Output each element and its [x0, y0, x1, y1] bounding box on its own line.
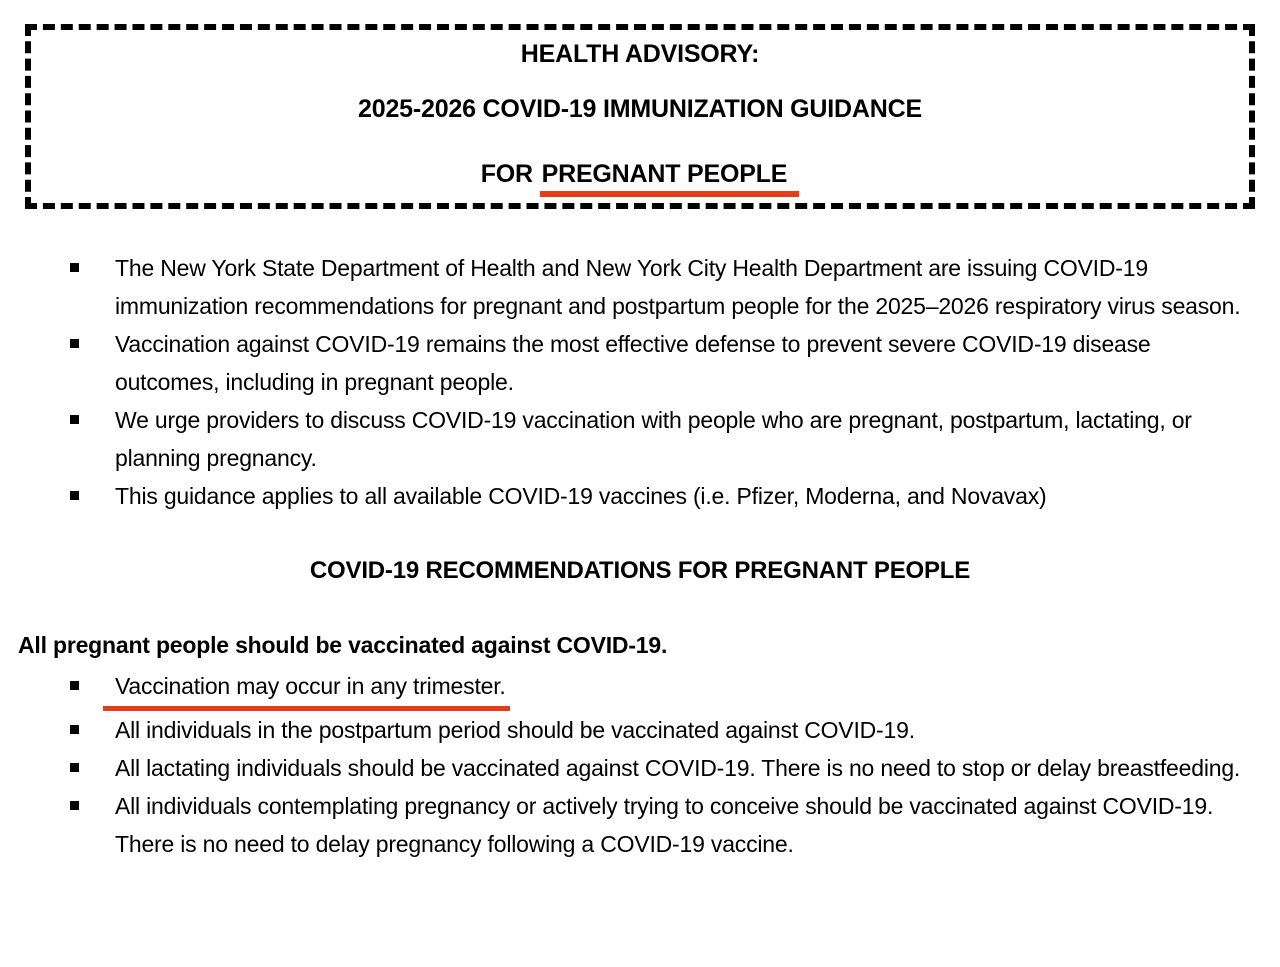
bullet-text: Vaccination against COVID-19 remains the most effective defense to prevent severe COVID-19 disease outcomes, including in pregnant people. [115, 331, 1151, 395]
bullet-text: All lactating individuals should be vaccinated against COVID-19. There is no need to stop or delay breastfeeding. [115, 755, 1241, 781]
bullet-text: We urge providers to discuss COVID-19 vaccination with people who are pregnant, postpartum, lactating, or planning pregnancy. [115, 407, 1192, 471]
recommendations-lead: All pregnant people should be vaccinated against COVID-19. [18, 632, 668, 658]
intro-bullet-list [0, 249, 1280, 515]
square-bullet-icon [70, 763, 79, 772]
recommendations-bullet-list [0, 667, 1280, 863]
advisory-audience-line [41, 160, 1239, 189]
list-item [70, 787, 1260, 863]
advisory-audience-underlined: PREGNANT PEOPLE [540, 160, 800, 197]
square-bullet-icon [70, 491, 79, 500]
list-item [70, 477, 1260, 515]
advisory-header-box [25, 24, 1255, 209]
advisory-title: HEALTH ADVISORY: [520, 40, 760, 68]
bullet-text: Vaccination may occur in any trimester. [103, 667, 510, 711]
square-bullet-icon [70, 681, 79, 690]
list-item [70, 401, 1260, 477]
advisory-subtitle: 2025-2026 COVID-19 IMMUNIZATION GUIDANCE [358, 95, 922, 123]
list-item [70, 325, 1260, 401]
square-bullet-icon [70, 339, 79, 348]
list-item [70, 249, 1260, 325]
list-item [70, 711, 1260, 749]
list-item [70, 749, 1260, 787]
square-bullet-icon [70, 725, 79, 734]
advisory-audience-prefix: FOR [480, 160, 540, 188]
square-bullet-icon [70, 801, 79, 810]
document-page [0, 24, 1280, 967]
bullet-text: This guidance applies to all available COVID-19 vaccines (i.e. Pfizer, Moderna, and Novavax) [115, 483, 1047, 509]
bullet-text: The New York State Department of Health and New York City Health Department are issuing COVID-19 immunization recommendations for pregnant and postpartum people for the 2025–2026 respiratory virus season. [115, 255, 1241, 319]
square-bullet-icon [70, 263, 79, 272]
bullet-text: All individuals in the postpartum period should be vaccinated against COVID-19. [115, 717, 915, 743]
bullet-text: All individuals contemplating pregnancy or actively trying to conceive should be vaccinated against COVID-19. There is no need to delay pregnancy following a COVID-19 vaccine. [115, 793, 1214, 857]
recommendations-heading: COVID-19 RECOMMENDATIONS FOR PREGNANT PEOPLE [309, 557, 971, 584]
square-bullet-icon [70, 415, 79, 424]
list-item [70, 667, 1260, 711]
